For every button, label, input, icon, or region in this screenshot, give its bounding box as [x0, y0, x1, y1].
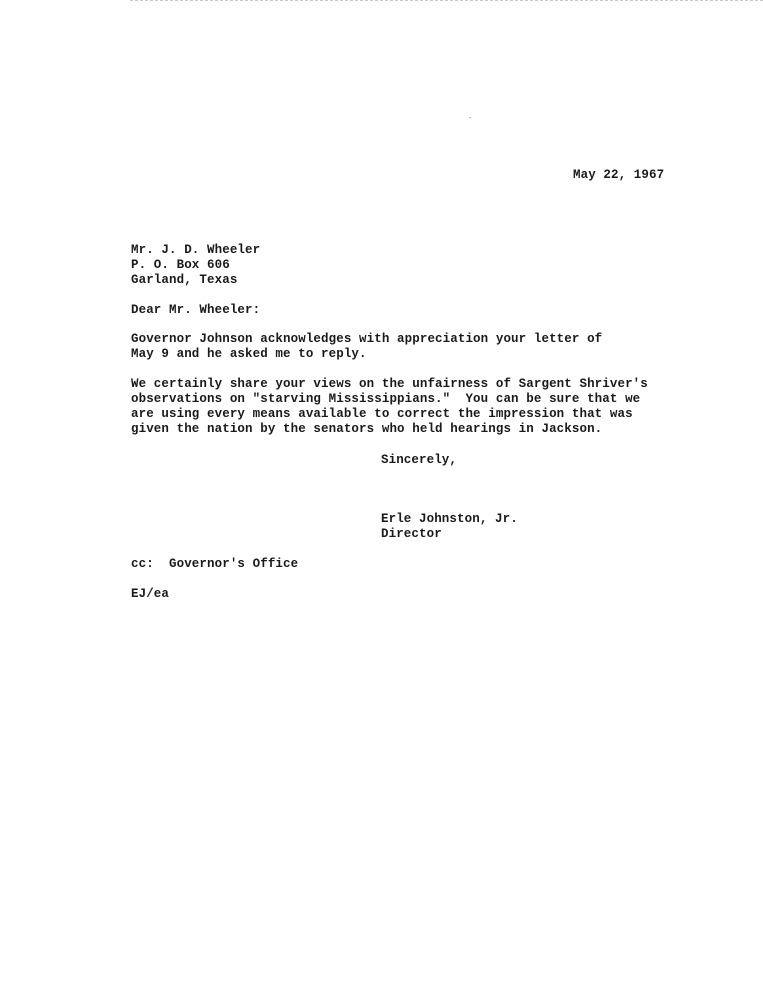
- signer-title: Director: [381, 527, 442, 541]
- paragraph2-line1: We certainly share your views on the unfairness of Sargent Shriver's: [131, 377, 648, 391]
- recipient-po-box: P. O. Box 606: [131, 258, 230, 272]
- closing: Sincerely,: [381, 453, 458, 467]
- paragraph1-line2: May 9 and he asked me to reply.: [131, 347, 367, 361]
- cc-line: cc: Governor's Office: [131, 557, 299, 571]
- typist-initials: EJ/ea: [131, 587, 170, 601]
- paragraph2-line4: given the nation by the senators who held hearings in Jackson.: [131, 422, 603, 436]
- signer-name: Erle Johnston, Jr.: [381, 512, 518, 526]
- paragraph1-line1: Governor Johnson acknowledges with appreciation your letter of: [131, 332, 603, 346]
- paragraph2-line2: observations on "starving Mississippians." You can be sure that we: [131, 392, 641, 406]
- top-edge-rule: [130, 0, 763, 1]
- recipient-name: Mr. J. D. Wheeler: [131, 243, 261, 257]
- letter-date: May 22, 1967: [573, 168, 665, 182]
- salutation: Dear Mr. Wheeler:: [131, 303, 261, 317]
- paper-speck: [469, 117, 471, 118]
- paragraph2-line3: are using every means available to correct the impression that was: [131, 407, 633, 421]
- recipient-city: Garland, Texas: [131, 273, 238, 287]
